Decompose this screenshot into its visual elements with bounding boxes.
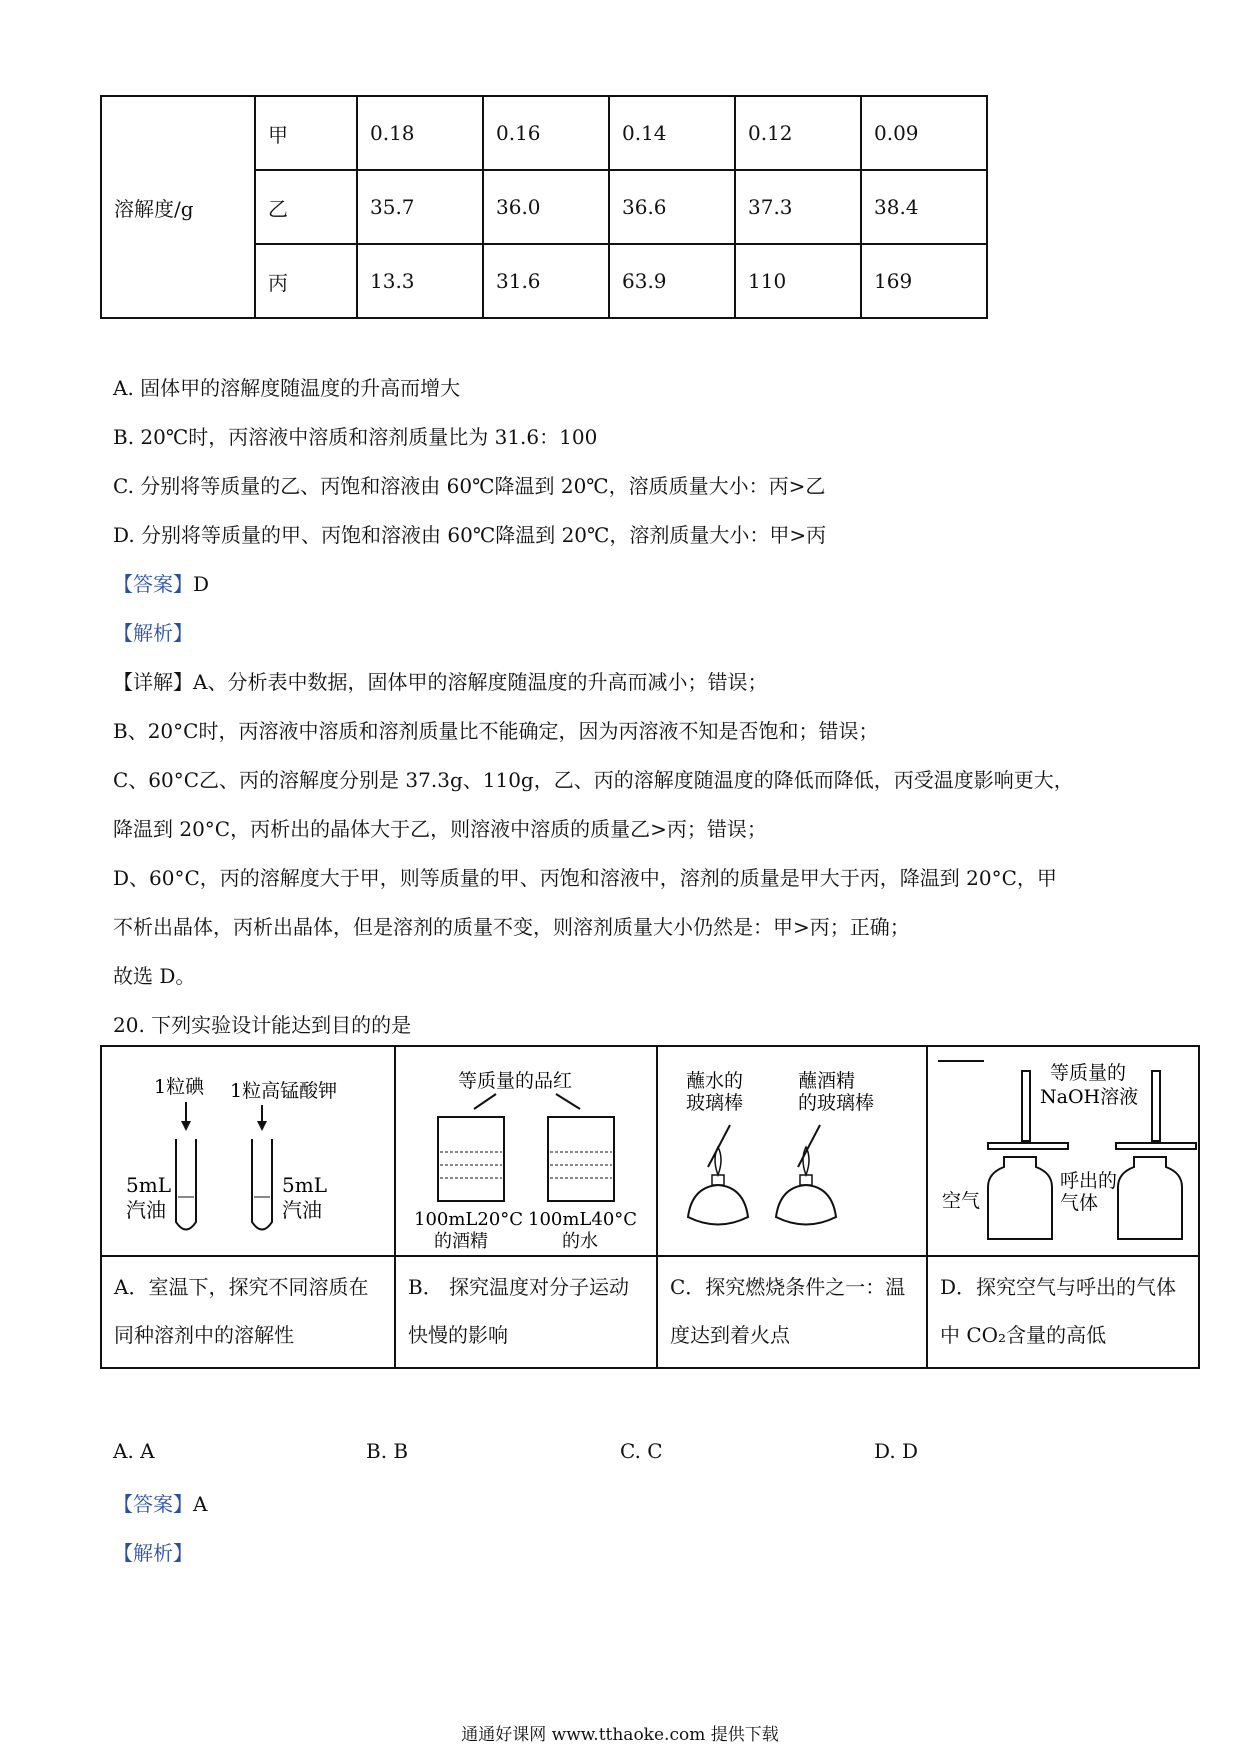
left-beaker-label: 100mL20°C xyxy=(414,1209,524,1230)
q19-option-d: D. 分别将等质量的甲、丙饱和溶液由 60℃降温到 20℃，溶剂质量大小：甲>丙 xyxy=(113,523,827,547)
answer-value: A xyxy=(193,1492,208,1516)
table-row xyxy=(101,96,987,170)
solubility-table xyxy=(100,95,988,319)
right-solvent: 汽油 xyxy=(282,1198,322,1222)
right-rod-label-1: 蘸酒精 xyxy=(798,1070,856,1092)
label-equal-mass: 等质量的 xyxy=(1050,1062,1127,1084)
q20-option-b: B. B xyxy=(366,1439,409,1463)
q20-option-a: A. A xyxy=(113,1439,155,1463)
table-cell: 0.18 xyxy=(357,96,483,170)
label-iodine: 1粒碘 xyxy=(154,1076,205,1098)
right-volume: 5mL xyxy=(282,1173,327,1197)
table-cell: 35.7 xyxy=(357,170,483,244)
q19-option-b: B. 20℃时，丙溶液中溶质和溶剂质量比为 31.6：100 xyxy=(113,425,598,449)
q20-answer xyxy=(113,1488,207,1517)
table-cell: 0.14 xyxy=(609,96,735,170)
caption-line: 同种溶剂中的溶解性 xyxy=(114,1323,294,1347)
caption-c xyxy=(657,1256,927,1368)
table-cell: 169 xyxy=(861,244,987,318)
q20-analysis-tag: 【解析】 xyxy=(113,1541,193,1565)
caption-line: 中 CO₂含量的高低 xyxy=(940,1323,1107,1347)
substance-name: 丙 xyxy=(255,244,357,318)
table-cell: 63.9 xyxy=(609,244,735,318)
right-rod-label-2: 的玻璃棒 xyxy=(798,1092,875,1114)
caption-line: A．室温下，探究不同溶质在 xyxy=(114,1275,369,1299)
q20-option-d: D. D xyxy=(874,1439,919,1463)
caption-d xyxy=(927,1256,1199,1368)
q19-detail-line: C、60°C乙、丙的溶解度分别是 37.3g、110g，乙、丙的溶解度随温度的降低而降低，丙受温度影响更大， xyxy=(113,768,1074,792)
row-header: 溶解度/g xyxy=(101,96,255,318)
figure-c-cell xyxy=(657,1046,927,1256)
left-rod-label-1: 蘸水的 xyxy=(686,1070,744,1092)
caption-row xyxy=(101,1256,1199,1368)
label-exhaled-1: 呼出的 xyxy=(1060,1170,1118,1192)
table-cell: 0.09 xyxy=(861,96,987,170)
page-footer: 通通好课网 www.tthaoke.com 提供下载 xyxy=(461,1725,779,1745)
table-cell: 13.3 xyxy=(357,244,483,318)
table-cell: 36.6 xyxy=(609,170,735,244)
q19-detail-line: 不析出晶体，丙析出晶体，但是溶剂的质量不变，则溶剂质量大小仍然是：甲>丙；正确； xyxy=(113,915,910,939)
label-dye: 等质量的品红 xyxy=(458,1070,573,1092)
left-beaker-liquid: 的酒精 xyxy=(434,1231,488,1252)
caption-line: 快慢的影响 xyxy=(408,1323,508,1347)
table-cell: 31.6 xyxy=(483,244,609,318)
detail-text: A、分析表中数据，固体甲的溶解度随温度的升高而减小；错误； xyxy=(193,670,768,694)
caption-line: D．探究空气与呼出的气体 xyxy=(940,1275,1177,1299)
caption-line: C．探究燃烧条件之一：温 xyxy=(670,1275,906,1299)
answer-tag: 【答案】 xyxy=(113,572,193,596)
table-cell: 38.4 xyxy=(861,170,987,244)
table-cell: 36.0 xyxy=(483,170,609,244)
q19-answer xyxy=(113,568,209,597)
q19-detail-line: 故选 D。 xyxy=(113,964,196,988)
q19-detail-line: 降温到 20°C，丙析出的晶体大于乙，则溶液中溶质的质量乙>丙；错误； xyxy=(113,817,767,841)
q19-option-c: C. 分别将等质量的乙、丙饱和溶液由 60℃降温到 20℃，溶质质量大小：丙>乙 xyxy=(113,474,826,498)
q19-detail-line xyxy=(113,666,767,695)
q20-stem: 20. 下列实验设计能达到目的的是 xyxy=(113,1013,412,1037)
figure-b-cell xyxy=(395,1046,657,1256)
figure-row xyxy=(101,1046,1199,1256)
right-beaker-label: 100mL40°C xyxy=(528,1209,638,1230)
table-cell: 110 xyxy=(735,244,861,318)
label-kmno4: 1粒高锰酸钾 xyxy=(230,1080,338,1102)
label-air: 空气 xyxy=(942,1190,981,1212)
answer-value: D xyxy=(193,572,210,596)
table-cell: 0.16 xyxy=(483,96,609,170)
label-exhaled-2: 气体 xyxy=(1060,1192,1099,1214)
q19-detail-line: B、20°C时，丙溶液中溶质和溶剂质量比不能确定，因为丙溶液不知是否饱和；错误； xyxy=(113,719,879,743)
detail-tag: 【详解】 xyxy=(113,670,193,694)
figure-d-gas-bottles xyxy=(928,1047,1198,1255)
q20-option-c: C. C xyxy=(620,1439,663,1463)
q19-analysis-tag: 【解析】 xyxy=(113,621,193,645)
caption-b xyxy=(395,1256,657,1368)
figure-c-alcohol-lamps xyxy=(658,1047,926,1255)
caption-line: B． 探究温度对分子运动 xyxy=(408,1275,630,1299)
right-beaker-liquid: 的水 xyxy=(562,1231,598,1252)
figure-d-cell xyxy=(927,1046,1199,1256)
figure-a-test-tubes xyxy=(102,1047,394,1255)
left-rod-label-2: 玻璃棒 xyxy=(686,1092,744,1114)
substance-name: 乙 xyxy=(255,170,357,244)
caption-a xyxy=(101,1256,395,1368)
experiment-table xyxy=(100,1045,1200,1369)
left-solvent: 汽油 xyxy=(126,1198,166,1222)
q19-detail-line: D、60°C，丙的溶解度大于甲，则等质量的甲、丙饱和溶液中，溶剂的质量是甲大于丙，降温到 20°C，甲 xyxy=(113,866,1057,890)
table-cell: 37.3 xyxy=(735,170,861,244)
q19-option-a: A. 固体甲的溶解度随温度的升高而增大 xyxy=(113,376,461,400)
figure-b-beakers xyxy=(396,1047,656,1255)
caption-line: 度达到着火点 xyxy=(670,1323,790,1347)
answer-tag: 【答案】 xyxy=(113,1492,193,1516)
figure-a-cell xyxy=(101,1046,395,1256)
label-naoh: NaOH溶液 xyxy=(1040,1086,1139,1108)
substance-name: 甲 xyxy=(255,96,357,170)
left-volume: 5mL xyxy=(126,1173,171,1197)
table-cell: 0.12 xyxy=(735,96,861,170)
